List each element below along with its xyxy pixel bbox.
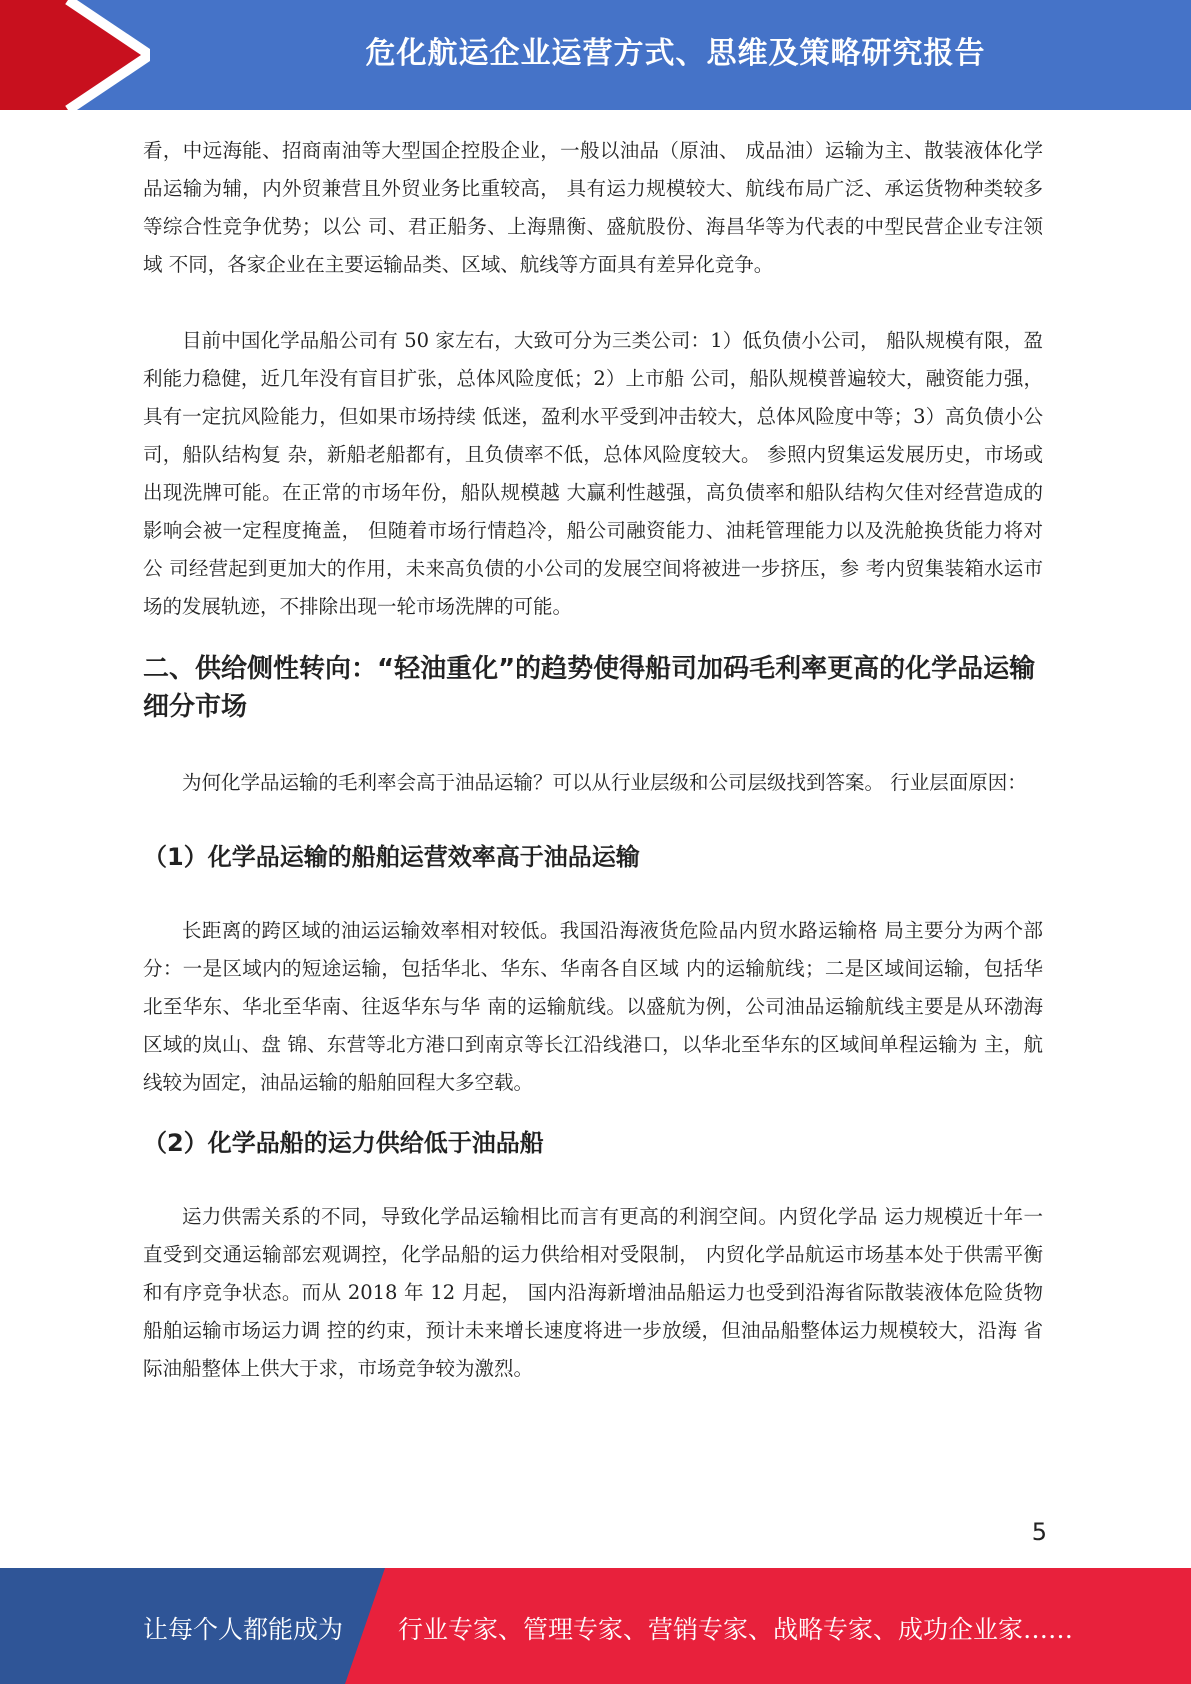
paragraph-1: 看，中远海能、招商南油等大型国企控股企业，一般以油品（原油、 成品油）运输为主、散装液体化学品运输为辅，内外贸兼营且外贸业务比重较高， 具有运力规模较大、航线布局广泛、承运货物种类较多等综合性竞争优势；以公 司、君正船务、上海鼎衡、盛航股份、海昌华等为代表的中型民营企业专注领域 不同，各家企业在主要运输品类、区域、航线等方面具有差异化竞争。 [143, 139, 1043, 276]
page-footer [0, 1568, 1191, 1684]
footer-slogan-right: 行业专家、管理专家、营销专家、战略专家、成功企业家…… [398, 1615, 1074, 1644]
section-heading: 二、供给侧性转向：“轻油重化”的趋势使得船司加码毛利率更高的化学品运输 细分市场 [143, 654, 1036, 722]
page-number: 5 [1031, 1518, 1047, 1546]
subsection-heading-2: （2）化学品船的运力供给低于油品船 [143, 1129, 544, 1157]
page-header [0, 0, 1191, 110]
paragraph-2: 目前中国化学品船公司有 50 家左右，大致可分为三类公司：1）低负债小公司， 船队规模有限，盈利能力稳健，近几年没有盲目扩张，总体风险度低；2）上市船 公司，船队规模普遍较大，融资能力强，具有一定抗风险能力，但如果市场持续 低迷，盈利水平受到冲击较大，总体风险度中等；3）高负债小公司，船队结构复 杂，新船老船都有，且负债率不低，总体风险度较大。 参照内贸集运发展历史，市场或出现洗牌可能。在正常的市场年份，船队规模越 大赢利性越强，高负债率和船队结构欠佳对经营造成的影响会被一定程度掩盖， 但随着市场行情趋冷，船公司融资能力、油耗管理能力以及洗舱换货能力将对公 司经营起到更加大的作用，未来高负债的小公司的发展空间将被进一步挤压，参 考内贸集装箱水运市场的发展轨迹，不排除出现一轮市场洗牌的可能。 [143, 329, 1043, 618]
header-red-chevron-icon [0, 0, 150, 110]
paragraph-4: 长距离的跨区域的油运运输效率相对较低。我国沿海液货危险品内贸水路运输格 局主要分为两个部分：一是区域内的短途运输，包括华北、华东、华南各自区域 内的运输航线；二是区域间运输，包括华北至华东、华北至华南、往返华东与华 南的运输航线。以盛航为例，公司油品运输航线主要是从环渤海区域的岚山、盘 锦、东营等北方港口到南京等长江沿线港口，以华北至华东的区域间单程运输为 主，航线较为固定，油品运输的船舶回程大多空载。 [143, 919, 1043, 1094]
report-title: 危化航运企业运营方式、思维及策略研究报告 [365, 36, 986, 71]
paragraph-3: 为何化学品运输的毛利率会高于油品运输？可以从行业层级和公司层级找到答案。 行业层面原因： [182, 771, 1027, 794]
subsection-heading-1: （1）化学品运输的船舶运营效率高于油品运输 [143, 843, 640, 871]
paragraph-5: 运力供需关系的不同，导致化学品运输相比而言有更高的利润空间。内贸化学品 运力规模近十年一直受到交通运输部宏观调控，化学品船的运力供给相对受限制， 内贸化学品航运市场基本处于供需平衡和有序竞争状态。而从 2018 年 12 月起， 国内沿海新增油品船运力也受到沿海省际散装液体危险货物船舶运输市场运力调 控的约束，预计未来增长速度将进一步放缓，但油品船整体运力规模较大，沿海 省际油船整体上供大于求，市场竞争较为激烈。 [143, 1205, 1043, 1380]
footer-slogan-left: 让每个人都能成为 [143, 1615, 344, 1644]
page-content [143, 132, 1043, 1388]
